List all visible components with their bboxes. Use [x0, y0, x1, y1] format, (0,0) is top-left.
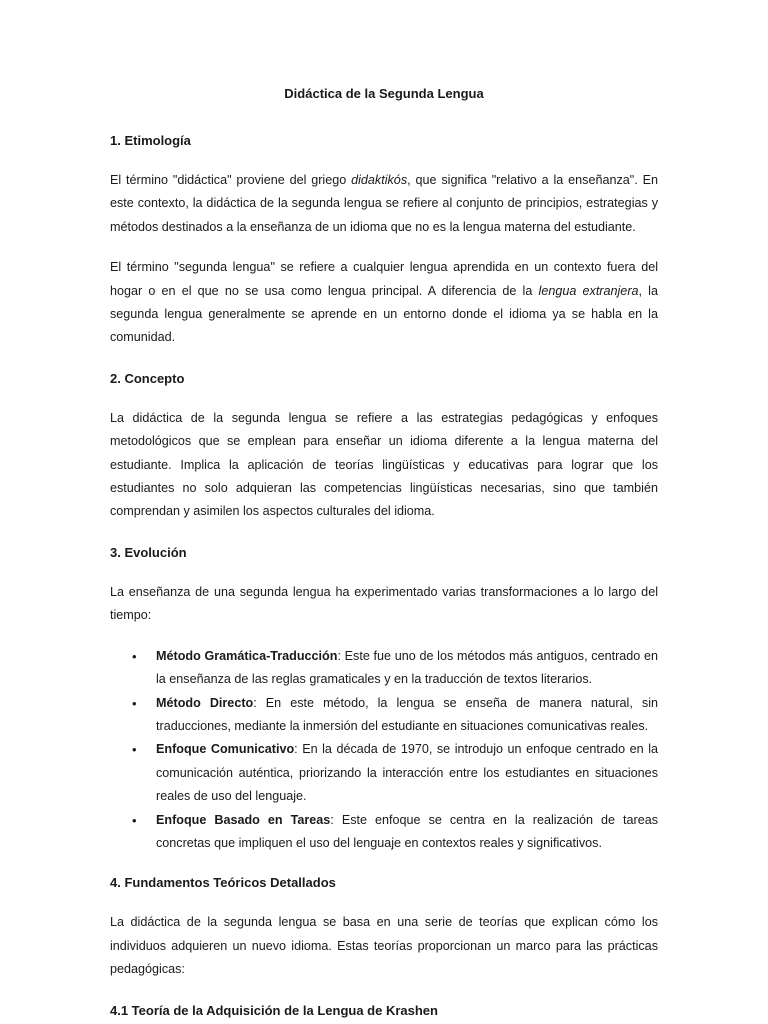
list-item	[132, 809, 658, 856]
list-item-term: Enfoque Comunicativo	[156, 742, 295, 757]
italic-term: lengua extranjera	[538, 283, 639, 298]
list-item-text: : En este método, la lengua se enseña de manera natural, sin traducciones, mediante la inmersión del estudiante en situaciones comunicativas reales.	[156, 695, 659, 733]
list-item-term: Método Gramática-Traducción	[156, 648, 338, 663]
list-item-term: Enfoque Basado en Tareas	[156, 812, 331, 827]
paragraph-etimologia-2	[110, 256, 658, 350]
section-heading-fundamentos: 4. Fundamentos Teóricos Detallados	[110, 875, 336, 891]
italic-term: didaktikós	[351, 173, 408, 187]
bullet-icon: •	[132, 695, 137, 711]
evolution-list	[110, 645, 658, 856]
list-item	[132, 692, 659, 739]
text: , que significa "relativo a la enseñanza". En este contexto, la didáctica de la segunda lengua se refiere al conjunto de principios, estrategias y métodos destinados a la enseñanza de un idioma que no es la lengua materna del estudiante.	[110, 173, 658, 234]
paragraph-concepto: La didáctica de la segunda lengua se refiere a las estrategias pedagógicas y enfoques metodológicos que se emplean para enseñar un idioma diferente a la lengua materna del estudiante. Implica la aplicación de teorías lingüísticas y educativas para lograr que los estudiantes no solo adquieran las competencias lingüísticas necesarias, sino que también comprendan y asimilen los aspectos culturales del idioma.	[110, 410, 658, 519]
subsection-heading-krashen: 4.1 Teoría de la Adquisición de la Lengua de Krashen	[110, 1002, 438, 1018]
bullet-icon: •	[132, 812, 137, 828]
paragraph-evolucion-intro: La enseñanza de una segunda lengua ha experimentado varias transformaciones a lo largo del tiempo:	[110, 584, 658, 623]
section-heading-etimologia: 1. Etimología	[110, 133, 191, 148]
list-item-text: : Este fue uno de los métodos más antiguos, centrado en la enseñanza de las reglas gramaticales y en la traducción de textos literarios.	[156, 648, 658, 687]
list-item-term: Método Directo	[156, 695, 254, 710]
text: El término "didáctica" proviene del griego	[110, 173, 352, 187]
paragraph-fundamentos: La didáctica de la segunda lengua se basa en una serie de teorías que explican cómo los individuos adquieren un nuevo idioma. Estas teorías proporcionan un marco para las prácticas pedagógicas:	[110, 915, 658, 977]
bullet-icon: •	[132, 742, 137, 758]
bullet-icon: •	[132, 648, 137, 664]
list-item	[132, 645, 658, 692]
list-item	[132, 738, 658, 808]
text: El término "segunda lengua" se refiere a cualquier lengua aprendida en un contexto fuera del hogar o en el que no se usa como lengua principal. A diferencia de la	[110, 260, 658, 298]
section-heading-concepto: 2. Concepto	[110, 370, 185, 386]
list-item-text: : En la década de 1970, se introdujo un enfoque centrado en la comunicación auténtica, priorizando la interacción entre los estudiantes en situaciones reales de uso del lenguaje.	[156, 742, 658, 804]
paragraph-etimologia-1	[110, 169, 658, 239]
section-heading-evolucion: 3. Evolución	[110, 544, 187, 560]
document-title: Didáctica de la Segunda Lengua	[284, 86, 484, 101]
list-item-text: : Este enfoque se centra en la realización de tareas concretas que impliquen el uso del lenguaje en contextos reales y significativos.	[156, 812, 658, 850]
text: , la segunda lengua generalmente se aprende en un entorno donde el idioma ya se habla en la comunidad.	[110, 283, 658, 345]
